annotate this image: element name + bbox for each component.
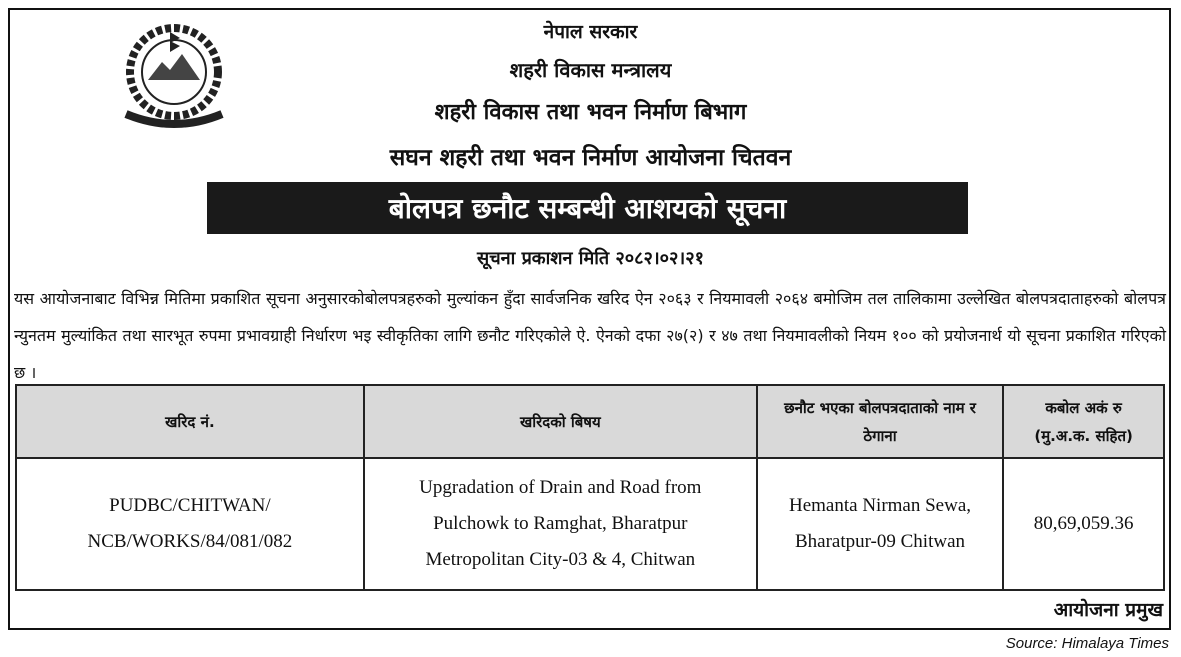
- header-amount: कबोल अकं रु (मु.अ.क. सहित): [1003, 385, 1164, 458]
- header-subject: खरिदको बिषय: [364, 385, 757, 458]
- cell-amount: 80,69,059.36: [1003, 458, 1164, 590]
- bid-table: [15, 384, 1165, 591]
- header-government: नेपाल सरकार: [543, 21, 638, 43]
- header-department: शहरी विकास तथा भवन निर्माण बिभाग: [434, 100, 747, 125]
- header-procurement-no: खरिद नं.: [16, 385, 364, 458]
- cell-subject: Upgradation of Drain and Road from Pulchowk to Ramghat, Bharatpur Metropolitan City-03 & 4, Chitwan: [364, 458, 757, 590]
- notice-body: यस आयोजनाबाट विभिन्न मितिमा प्रकाशित सूचना अनुसारकोबोलपत्रहरुको मुल्यांकन हुँदा सार्वजनिक खरिद ऐन २०६३ र नियमावली २०६४ बमोजिम तल तालिकामा उल्लेखित बोलपत्रदाताहरुको बोलपत्र न्युनतम मुल्यांकित तथा सारभूत रुपमा प्रभावग्राही निर्धारण भइ स्वीकृतिका लागि छनौट गरिएकोले ऐ. ऐनको दफा २७(२) र ४७ तथा नियमावलीको नियम १०० को प्रयोजनार्थ यो सूचना प्रकाशित गरिएको छ ।: [14, 289, 1166, 382]
- publish-date: सूचना प्रकाशन मिति २०८२।०२।२१: [477, 248, 704, 269]
- table-header-row: [16, 385, 1164, 458]
- cell-procurement-no: PUDBC/CHITWAN/ NCB/WORKS/84/081/082: [16, 458, 364, 590]
- table-row: [16, 458, 1164, 590]
- signature-title: आयोजना प्रमुख: [1053, 599, 1163, 621]
- header-project: सघन शहरी तथा भवन निर्माण आयोजना चितवन: [389, 145, 792, 171]
- header-ministry: शहरी विकास मन्त्रालय: [509, 58, 672, 82]
- source-credit: Source: Himalaya Times: [1005, 635, 1169, 652]
- cell-bidder: Hemanta Nirman Sewa, Bharatpur-09 Chitwan: [757, 458, 1003, 590]
- header-bidder: छनौट भएका बोलपत्रदाताको नाम र ठेगाना: [757, 385, 1003, 458]
- notice-title-banner: बोलपत्र छनौट सम्बन्धी आशयको सूचना: [207, 182, 968, 234]
